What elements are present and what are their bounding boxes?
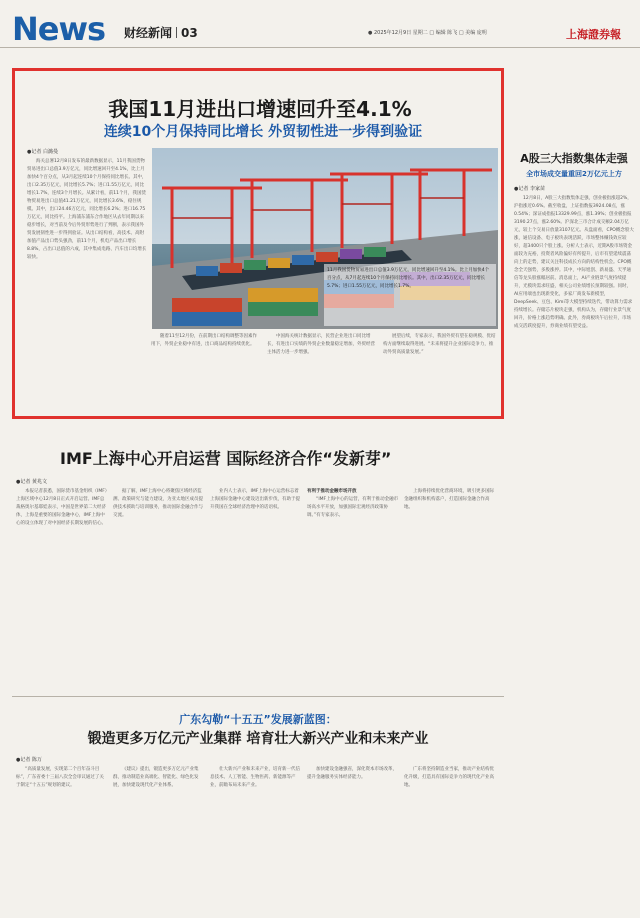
right-column-article bbox=[514, 150, 634, 915]
story2-column-5: 上海将持续优化营商环境，吸引更多国际金融组织和机构落户，打造国际金融合作高地。 bbox=[404, 489, 494, 510]
story3-column-5: 广东将坚持制造业当家，推动产业结构优化升级，打造具有国际竞争力的现代化产业高地。 bbox=[404, 767, 494, 788]
section-separator bbox=[176, 27, 177, 38]
story3-column-4: 加快建设金融强省，深化资本市场改革，提升金融服务实体经济能力。 bbox=[307, 767, 397, 780]
story2-column-3: 业内人士表示，IMF上海中心运营标志着上海国际金融中心建设迈出新步伐，有助于提升我国在全球经济治理中的话语权。 bbox=[210, 489, 300, 510]
news-logo: News bbox=[12, 10, 106, 48]
story3-column-3: 壮大新兴产业和未来产业，培育新一代信息技术、人工智能、生物医药、新能源等产业，前瞻布局未来产业。 bbox=[210, 767, 300, 788]
lead-byline: ●记者 白潞曼 bbox=[27, 149, 58, 155]
page-number: 03 bbox=[181, 26, 198, 40]
paper-logo: 上海證券報 bbox=[566, 28, 621, 41]
section-label: 财经新闻 bbox=[124, 26, 173, 40]
section-divider bbox=[12, 696, 504, 697]
lead-body-column-3: 中国海关统计数据显示，民营企业进出口同比增长，有进出口实绩的外贸企业数量稳定增加，外贸经营主体活力进一步增强。 bbox=[267, 334, 375, 355]
story3-column-1: “高质量发展，实现第二个百年奋斗目标”，广东省委十三届八次全会审议通过了关于制定“十五五”规划的建议。 bbox=[16, 767, 104, 788]
story2-byline: ●记者 黄兆文 bbox=[16, 479, 47, 485]
story2-headline: IMF上海中心开启运营 国际经济合作“发新芽” bbox=[60, 449, 392, 468]
story2-column-2: 据了解，IMF上海中心将聚焦区域经济监测、政策研究与能力建设，为亚太地区成员提供技术援助与培训服务，推动国际金融合作与交流。 bbox=[113, 489, 203, 518]
story3-byline: ●记者 陈万 bbox=[16, 757, 42, 763]
lead-subheadline: 连续10个月保持同比增长 外贸韧性进一步得到验证 bbox=[103, 124, 423, 140]
story2-subhead: 有利于推动金融市场开放 bbox=[307, 489, 357, 494]
lead-article-highlight bbox=[12, 68, 504, 419]
lead-body-column-2: 随着11至12月份，在前期出口结构调整等因素作用下，外贸企业稳中有进，出口商品结构持续优化。 bbox=[151, 334, 257, 347]
masthead bbox=[0, 0, 640, 48]
port-container-photo bbox=[152, 148, 498, 329]
story3-headline: 锻造更多万亿元产业集群 培育壮大新兴产业和未来产业 bbox=[87, 731, 429, 747]
lead-body-column-1: 海关总署12月8日发布的最新数据显示，11月我国货物贸易进出口总值3.9万亿元，同比增速回升至4.1%，比上月加快4个百分点，从3月起连续10个月保持同比增长。其中，出口2.35万亿元，同比增长5.7%；进口1.55万亿元，同比增长1.7%，连续3个月增长。从累计看，前11个月，我国货物贸易进出口总值41.21万亿元，同比增长3.6%，稳住规模。其中，出口24.46万亿元，同比增长6.2%；进口16.75万亿元，同比持平。上海浦东浦东合作地区从去年同期以来稳步增长，对当前及今后外贸形势进行了判断，表示我国外贸发展韧性进一步得到验证。从出口结构看，高技术、高附加值产品出口势头强劲，前11个月，机电产品出口增长8.8%，占出口总值的六成，其中集成电路、汽车出口均增长较快。 bbox=[27, 159, 147, 260]
story3-kicker: 广东勾勒“十五五”发展新蓝图： bbox=[179, 713, 337, 726]
story3-column-2: 《建议》提出，锻造更多万亿元产业集群，推动制造业高端化、智能化、绿色化发展，加快建设现代化产业体系。 bbox=[113, 767, 199, 788]
story2-column-1: 本报记者获悉，国际货币基金组织（IMF）上海区域中心12月8日正式开启运营。IMF总裁格奥尔基耶娃表示，中国是世界第二大经济体，上海是重要的国际金融中心，IMF上海中心的设立体现了对中国经济长期发展的信心。 bbox=[16, 489, 108, 526]
right-subheadline: 全市场成交量重回2万亿元上方 bbox=[526, 170, 622, 178]
lead-headline: 我国11月进出口增速回升至4.1% bbox=[108, 97, 412, 121]
photo-caption: 11月我国货物贸易进出口总值3.9万亿元，同比增速回升至4.1%。比上月加快4个百分点，从7月起连续10个月保持同比增长。其中，出口2.35万亿元，同比增长5.7%；进口1.55万亿元，同比增长1.7%。 bbox=[327, 268, 490, 289]
story2-column-4 bbox=[307, 488, 399, 692]
story2-column-4-text: “IMF上海中心的运营，有利于推动金融市场高水平开放，加强国际宏观经济政策协调。”有专家表示。 bbox=[307, 497, 399, 518]
lead-body-column-4: 展望后续，专家表示，我国外贸有望在稳规模、优结构方面继续取得进展。“未来将提升企业国际竞争力，推动外贸高质量发展。” bbox=[383, 334, 496, 355]
right-body-text: 12月8日，A股三大指数集体走强，创业板指涨超2%，沪指涨近0.6%。截至收盘，上证指数报3924.08点，涨0.54%；深证成指报13329.99点，涨1.39%；创业板指报3190.27点，涨2.60%。沪深北三市合计成交额2.04万亿元，较上个交易日放量3107亿元。从盘面看，CPO概念股大涨，通信设备、电子板块表现活跃，市场整体赚钱效应较好，超3400只个股上涨。分析人士表示，近期A股市场资金面较为充裕，投资者风险偏好有所提升，后市有望延续震荡向上的走势，建议关注科技成长方向的结构性机会。CPO概念全天强势，多股涨停。其中，中际旭创、新易盛、天孚通信等龙头股涨幅居前。消息面上，AI产业链景气度持续提升，光模块需求旺盛，相关公司业绩增长预期较强。同时，AI应用端也出现新变化，多家厂商发布新模型，DeepSeek、豆包、Kimi等大模型持续迭代，带动算力需求持续增长。存储芯片板块走强，机构认为，存储行业景气度回升，价格上涨趋势明确。此外，券商板块午后拉升，市场成交活跃度提升，券商业绩有望受益。 bbox=[514, 196, 634, 329]
right-byline: ●记者 李家苗 bbox=[514, 186, 545, 192]
right-headline: A股三大指数集体走强 bbox=[520, 152, 628, 165]
section-name bbox=[124, 24, 198, 41]
masthead-info: ● 2025年12月9日 星期二 □ 编辑 陈飞 □ 美编 庞明 bbox=[368, 30, 487, 36]
port-photo-illustration bbox=[152, 148, 498, 329]
